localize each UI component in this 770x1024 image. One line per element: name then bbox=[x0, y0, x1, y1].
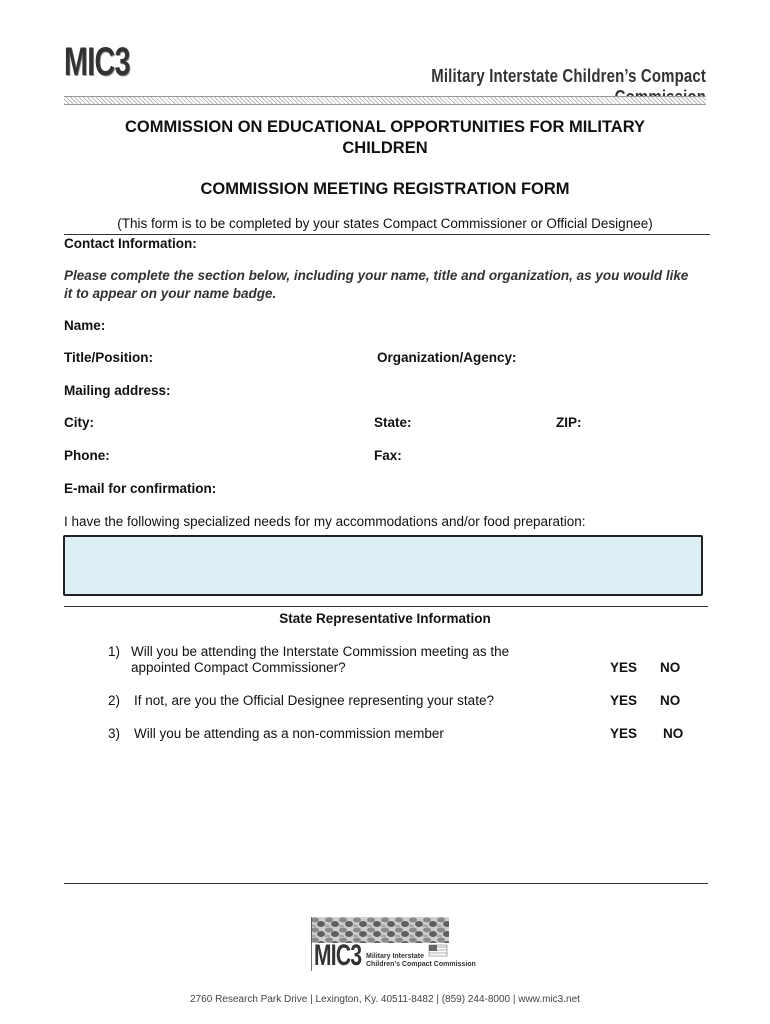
email-field[interactable]: E-mail for confirmation: bbox=[64, 481, 217, 496]
question-3-number: 3) bbox=[108, 726, 121, 741]
fax-field[interactable]: Fax: bbox=[374, 448, 402, 463]
badge-instructions-line2: it to appear on your name badge. bbox=[64, 286, 277, 301]
mic3-logo: MIC3 bbox=[64, 40, 130, 84]
state-field[interactable]: State: bbox=[374, 415, 412, 430]
footer-divider bbox=[64, 883, 708, 884]
question-3-no-option[interactable]: NO bbox=[663, 726, 684, 741]
zip-field[interactable]: ZIP: bbox=[556, 415, 582, 430]
footer-logo bbox=[311, 917, 476, 972]
question-1-line1: Will you be attending the Interstate Commission meeting as the bbox=[131, 644, 510, 659]
question-3-text: Will you be attending as a non-commission member bbox=[134, 726, 444, 741]
question-2-no-option[interactable]: NO bbox=[660, 693, 681, 708]
footer-address: 2760 Research Park Drive | Lexington, Ky. 40511-8482 | (859) 244-8000 | www.mic3.net bbox=[190, 994, 580, 1005]
header-org-title: Military Interstate Children’s Compact bbox=[431, 66, 706, 86]
footer-logo-subtitle bbox=[366, 953, 476, 969]
question-1-number: 1) bbox=[108, 644, 121, 659]
question-1-no-option[interactable]: NO bbox=[660, 660, 681, 675]
question-1-text bbox=[131, 644, 509, 676]
badge-instructions-line1: Please complete the section below, including your name, title and organization, as you would like bbox=[64, 268, 689, 283]
question-3-yes-option[interactable]: YES bbox=[610, 726, 638, 741]
document-title-line2: CHILDREN bbox=[342, 139, 428, 157]
badge-instructions bbox=[64, 267, 714, 303]
organization-field[interactable]: Organization/Agency: bbox=[377, 350, 517, 365]
form-subtitle: COMMISSION MEETING REGISTRATION FORM bbox=[200, 180, 570, 198]
footer-logo-sub1: Military Interstate bbox=[366, 953, 424, 960]
document-title-line1: COMMISSION ON EDUCATIONAL OPPORTUNITIES FOR MILITARY bbox=[124, 118, 646, 136]
header-divider bbox=[64, 96, 706, 105]
footer-logo-text: MIC3 bbox=[314, 939, 362, 972]
question-1-yes-option[interactable]: YES bbox=[610, 660, 638, 675]
question-2-yes-option[interactable]: YES bbox=[610, 693, 638, 708]
name-field[interactable]: Name: bbox=[64, 318, 106, 333]
special-needs-textarea[interactable] bbox=[63, 535, 703, 596]
question-1-line2: appointed Compact Commissioner? bbox=[131, 660, 346, 675]
mailing-address-field[interactable]: Mailing address: bbox=[64, 383, 171, 398]
question-2-number: 2) bbox=[108, 693, 121, 708]
phone-field[interactable]: Phone: bbox=[64, 448, 110, 463]
city-field[interactable]: City: bbox=[64, 415, 94, 430]
title-position-field[interactable]: Title/Position: bbox=[64, 350, 154, 365]
state-rep-heading: State Representative Information bbox=[279, 611, 491, 626]
form-note: (This form is to be completed by your states Compact Commissioner or Official Designee) bbox=[117, 216, 653, 231]
document-title bbox=[64, 117, 706, 159]
footer-logo-sub2: Children’s Compact Commission bbox=[366, 961, 476, 968]
special-needs-prompt: I have the following specialized needs for my accommodations and/or food preparation: bbox=[64, 514, 586, 529]
contact-heading: Contact Information: bbox=[64, 236, 197, 251]
section-divider bbox=[64, 234, 710, 235]
question-2-text: If not, are you the Official Designee representing your state? bbox=[134, 693, 494, 708]
section-divider bbox=[64, 606, 708, 607]
